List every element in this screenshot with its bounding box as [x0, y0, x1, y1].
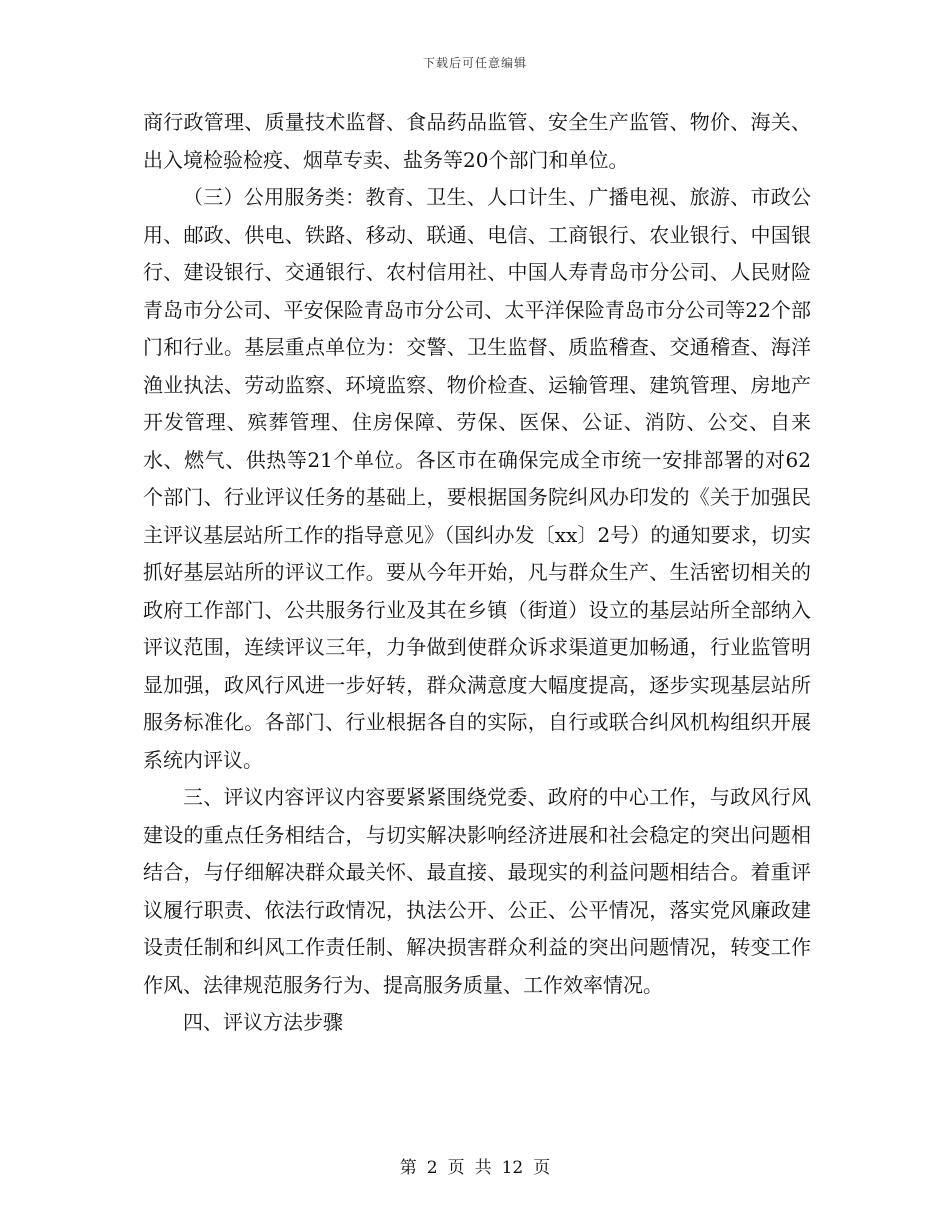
footer-suffix: 页 — [533, 1158, 551, 1178]
paragraph-2: （三）公用服务类：教育、卫生、人口计生、广播电视、旅游、市政公用、邮政、供电、铁路、移动、联通、电信、工商银行、农业银行、中国银行、建设银行、交通银行、农村信用社、中国人寿青岛市分公司、人民财险青岛市分公司、平安保险青岛市分公司、太平洋保险青岛市分公司等22个部门和行业。基层重点单位为：交警、卫生监督、质监稽查、交通稽查、海洋渔业执法、劳动监察、环境监察、物价检查、运输管理、建筑管理、房地产开发管理、殡葬管理、住房保障、劳保、医保、公证、消防、公交、自来水、燃气、供热等21个单位。各区市在确保完成全市统一安排部署的对62个部门、行业评议任务的基础上，要根据国务院纠风办印发的《关于加强民主评议基层站所工作的指导意见》（国纠办发〔xx〕2号）的通知要求，切实抓好基层站所的评议工作。要从今年开始，凡与群众生产、生活密切相关的政府工作部门、公共服务行业及其在乡镇（街道）设立的基层站所全部纳入评议范围，连续评议三年，力争做到使群众诉求渠道更加畅通，行业监管明显加强，政风行风进一步好转，群众满意度大幅度提高，逐步实现基层站所服务标准化。各部门、行业根据各自的实际，自行或联合纠风机构组织开展系统内评议。 — [143, 185, 811, 772]
paragraph-4: 四、评议方法步骤 — [183, 1010, 343, 1034]
footer-page-word: 页 — [447, 1158, 465, 1178]
total-page-number: 12 — [501, 1158, 524, 1178]
footer-prefix: 第 — [399, 1158, 417, 1178]
paragraph-3: 三、评议内容评议内容要紧紧围绕党委、政府的中心工作，与政风行风建设的重点任务相结合，与切实解决影响经济进展和社会稳定的突出问题相结合，与仔细解决群众最关怀、最直接、最现实的利益问题相结合。着重评议履行职责、依法行政情况，执法公开、公正、公平情况，落实党风廉政建设责任制和纠风工作责任制、解决损害群众利益的突出问题情况，转变工作作风、法律规范服务行为、提高服务质量、工作效率情况。 — [143, 785, 811, 997]
page-header-note: 下载后可任意编辑 — [422, 56, 527, 70]
paragraph-1: 商行政管理、质量技术监督、食品药品监管、安全生产监管、物价、海关、出入境检验检疫、烟草专卖、盐务等20个部门和单位。 — [143, 110, 811, 172]
current-page-number: 2 — [426, 1158, 438, 1178]
footer-total-word: 共 — [474, 1158, 492, 1178]
page-footer — [0, 1153, 950, 1178]
document-body — [143, 104, 811, 1042]
